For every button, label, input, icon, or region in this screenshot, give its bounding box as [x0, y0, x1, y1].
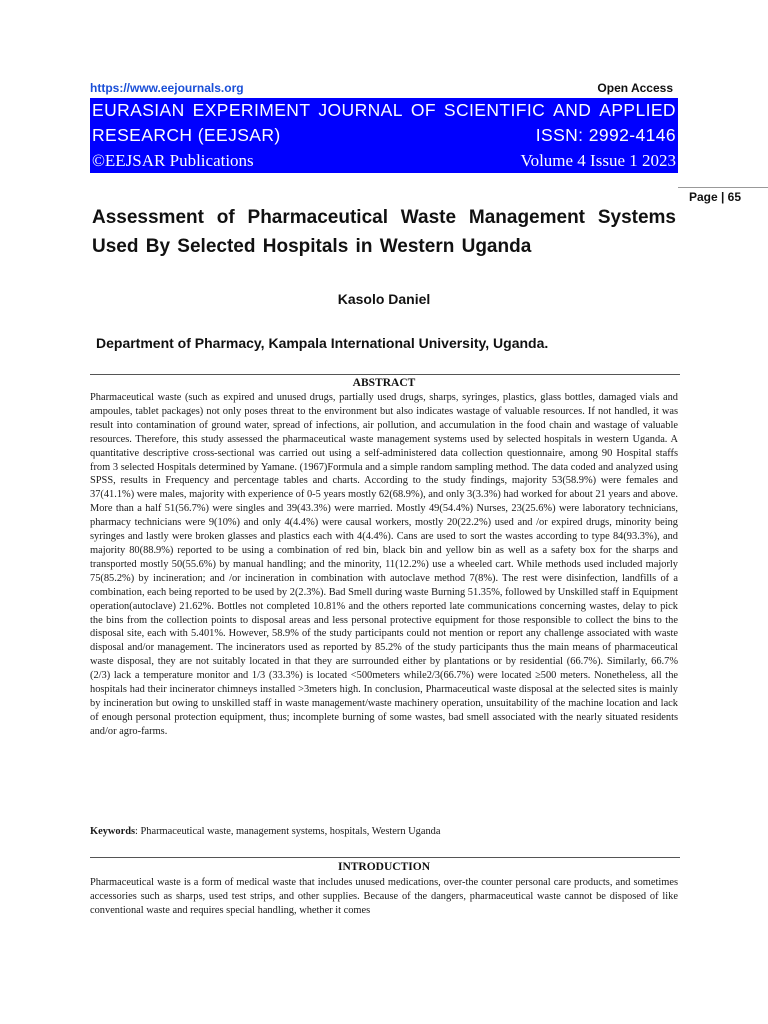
author-affiliation: Department of Pharmacy, Kampala International University, Uganda. — [96, 335, 549, 351]
page-number: Page | 65 — [688, 190, 741, 204]
introduction-heading: INTRODUCTION — [337, 861, 430, 873]
abstract-text: Pharmaceutical waste (such as expired and unused drugs, partially used drugs, sharps, syringes, plastics, glass bottles, damaged vials and ampoules, tablet packages) not only poses threat to the environment but also indicates wastage of valuable resources. If not handled, it was result into contamination of ground water, spread of infections, air pollution, and accumulation in the food chain and wastage of valuable resources. Therefore, this study assessed the pharmaceutical waste management systems used by selected hospitals in western Uganda. A quantitative descriptive cross-sectional was carried out using a self-administered data collection questionnaire, among 90 Hospital staffs from 3 selected Hospitals determined by Yamane. (1967)Formula and a simple random sampling method. The data coded and analyzed using SPSS, results in Frequency and percentage tables and charts. According to the study findings, majority 53(58.9%) were females and 37(41.1%) were males, majority with experience of 0-5 years mostly 62(68.9%), and only 3(3.3%) had worked for about 21 years and above. More than a half 51(56.7%) were singles and 39(43.3%) were married. Mostly 49(54.4%) Nurses, 23(25.6%) were laboratory technicians, pharmacy technicians were 9(10%) and only 4(4.4%) were causal workers, mostly 20(22.2%) used and /or expired drugs, minority being syringes and lastly were broken glasses and plastics each with 4(4.4%). Cans are used to sort the wastes according to type 84(93.3%), and majority 80(88.9%) reported to be using a combination of red bin, black bin and yellow bin as well as a safety box for the sharps and transported mostly 50(55.6%) by manual handling; and the minority, 11(12.2%) use a wheeled cart. While methods used included majorly 75(85.2%) by incineration; and /or incineration in combination with autoclave method 7(8%). The rest were disinfection, landfills of a combination, each being reported to be used by 2(2.3%). Bad Smell during waste Burning 51.35%, followed by Unskilled staff in Equipment operation(autoclave) 21.62%. Bottles not completed 10.81% and the others reported late communications concerning wastes, delay to pick the bins from the collection points to disposal areas and less personal protective equipment for those responsible to collect the bins to the disposal site, each with 5.401%. However, 58.9% of the study participants could not mention or report any challenge associated with waste disposal and/or management. The incinerators used as reported by 85.2% of the study participants thus the main means of pharmaceutical waste disposal, they are not suitably located in that they are surrounded either by plantations or by residential (66.7%). Similarly, 66.7% (2/3) lack a temperature monitor and 1/3 (33.3%) is located <500meters while2/3(66.7%) were located ≥500 meters. Nonetheless, all the hospitals had their incinerator chimneys installed >3meters high. In conclusion, Pharmaceutical waste disposal at the selected sites is mainly by incineration but owing to unskilled staff in waste management/waste machinery operation, unsuitability of the machine location and lack of enough personal protection equipment, thus; incomplete burning of some wastes, bad smell associated with the nearly situated residents and/or agro-farms. — [90, 392, 678, 737]
journal-name-word: JOURNAL — [318, 100, 403, 120]
journal-name-word: AND — [553, 100, 592, 120]
introduction-text: Pharmaceutical waste is a form of medical waste that includes unused medications, over-the counter personal care products, and sometimes accessories such as sharps, used test strips, and other supplies. Because of the dangers, pharmaceutical waste cannot be disposed of like conventional waste and requires special handling, whether it comes — [90, 877, 678, 916]
journal-name-word: APPLIED — [599, 100, 676, 120]
publisher: ©EEJSAR Publications — [92, 150, 254, 170]
article-author: Kasolo Daniel — [337, 291, 431, 307]
keywords — [90, 825, 678, 839]
volume-issue: Volume 4 Issue 1 2023 — [520, 150, 676, 170]
abstract-heading: ABSTRACT — [352, 377, 416, 389]
abstract-top-rule — [90, 374, 680, 375]
journal-banner — [90, 98, 678, 173]
abstract-body — [90, 391, 678, 739]
open-access-label: Open Access — [597, 81, 673, 95]
introduction-body — [90, 876, 678, 918]
journal-name-word: EXPERIMENT — [192, 100, 311, 120]
journal-name-line1 — [92, 98, 676, 123]
journal-name-word: OF — [410, 100, 436, 120]
keywords-label: Keywords — [90, 826, 136, 837]
journal-issn: ISSN: 2992-4146 — [535, 125, 676, 145]
keywords-list: : Pharmaceutical waste, management systems, hospitals, Western Uganda — [135, 826, 441, 837]
article-title: Assessment of Pharmaceutical Waste Management Systems Used By Selected Hospitals in Western Uganda — [92, 207, 676, 257]
introduction-top-rule — [90, 857, 680, 858]
journal-url-link[interactable]: https://www.eejournals.org — [90, 81, 244, 95]
journal-name-word: EURASIAN — [92, 100, 185, 120]
page-rule — [678, 187, 768, 188]
journal-name-acronym: RESEARCH (EEJSAR) — [92, 125, 281, 145]
journal-name-word: SCIENTIFIC — [443, 100, 546, 120]
journal-publication-line — [92, 148, 676, 173]
journal-name-line2 — [92, 123, 676, 148]
